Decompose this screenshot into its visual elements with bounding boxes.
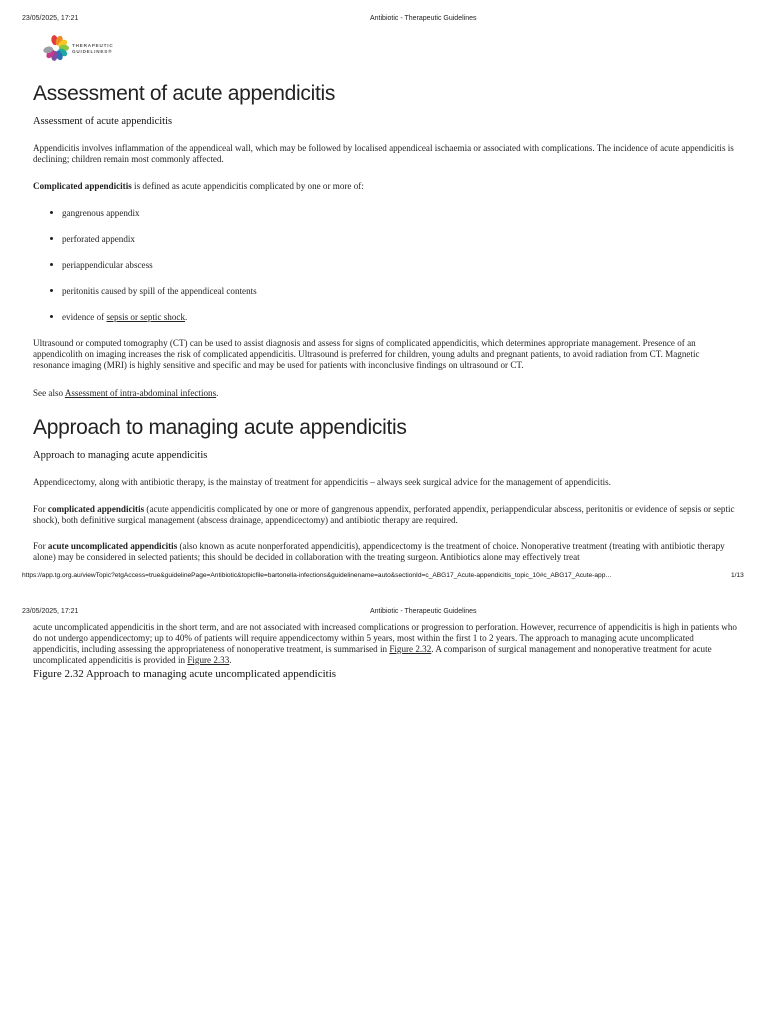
bullet-icon <box>50 315 53 318</box>
footer-url: https://app.tg.org.au/viewTopic?etgAccess=true&guidelinePage=Antibiotic&topicfile=bartonella-infections&guidelinename=auto&sectionId=c_ABG17_Acute-appendicitis_topic_10#c_ABG17_Acute-app… <box>22 572 612 579</box>
print-title: Antibiotic - Therapeutic Guidelines <box>370 15 477 22</box>
page-number: 1/13 <box>731 572 744 579</box>
therapeutic-guidelines-logo[interactable] <box>42 33 122 63</box>
bullet-icon <box>50 263 53 266</box>
approach-paragraph-3: For acute uncomplicated appendicitis (also known as acute nonperforated appendicitis), appendicectomy is the treatment of choice. Nonoperative treatment (treating with antibiotic therapy alone) may be considered in selected patients; this should be decided in collaboration with the treating surgeon. Antibiotics alone may effectively treat <box>33 541 725 562</box>
intro-paragraph: Appendicitis involves inflammation of the appendiceal wall, which may be followed by localised appendiceal ischaemia or associated with complications. The incidence of acute appendicitis is declining; children remain most commonly affected. <box>33 143 734 164</box>
section-heading-assessment: Assessment of acute appendicitis <box>33 82 336 105</box>
section-heading-approach: Approach to managing acute appendicitis <box>33 416 407 439</box>
complicated-term: Complicated appendicitis <box>33 181 132 191</box>
figure-2-33-link[interactable]: Figure 2.33 <box>187 655 230 665</box>
intra-abdominal-link[interactable]: Assessment of intra-abdominal infections <box>64 388 217 398</box>
imaging-paragraph: Ultrasound or computed tomography (CT) can be used to assist diagnosis and assess for signs of complicated appendicitis, which determines appropriate management. Presence of an appendicolith on imaging increases the risk of complicated appendicitis. Ultrasound is preferred for children, young adults and pregnant patients, to avoid radiation from CT. Magnetic resonance imaging (MRI) is highly sensitive and specific and may be used for patients with inconclusive findings on ultrasound or CT. <box>33 338 700 370</box>
bullet-icon <box>50 289 53 292</box>
logo-line1: THERAPEUTIC <box>72 43 114 48</box>
continuation-paragraph: acute uncomplicated appendicitis in the short term, and are not associated with increased complications or progression to perforation. However, recurrence of appendicitis is high in patients who do not undergo appendicectomy; up to 40% of patients will require appendicectomy within 5 years, most within the first 1 to 2 years. The approach to managing acute uncomplicated appendicitis, including assessing the appropriateness of nonoperative treatment, is summarised in Figure 2.32. A comparison of surgical management and nonoperative treatment for acute uncomplicated appendicitis is provided in Figure 2.33. <box>33 622 737 665</box>
logo-icon <box>42 33 72 63</box>
figure-2-32-link[interactable]: Figure 2.32 <box>389 644 432 654</box>
complicated-definition <box>33 181 738 192</box>
page-1: 23/05/2025, 17:21 Antibiotic - Therapeutic Guidelines THERAPEUTIC GUIDELINES® Assessment of acute appendicitis Assessment of acute appendicitis Appendicitis involves inflammation of the appendiceal wall, which may be followed by localised appendiceal ischaemia or associated with complications. The incidence of acute appendicitis is declining; children remain most commonly affected. Complicated appendicitis is defined as acute appendicitis complicated by one or more of: gangrenous appendix perforated appendix periappendicular abscess peritonitis caused by spill of the appendiceal contents evidence of sepsis or septic shock. Ultrasound or computed tomography (CT) can be used to assist diagnosis and assess for signs of complicated appendicitis, which determines appropriate management. Presence of an appendicolith on imaging increases the risk of complicated appendicitis. Ultrasound is preferred for children, young adults and pregnant patients, to avoid radiation from CT. Magnetic resonance imaging (MRI) is highly sensitive and specific and may be used for patients with inconclusive findings on ultrasound or CT. See also Assessment of intra-abdominal infections. Approach to managing acute appendicitis Approach to managing acute appendicitis Appendicectomy, along with antibiotic therapy, is the mainstay of treatment for appendicitis – always seek surgical advice for the management of appendicitis. For complicated appendicitis (acute appendicitis complicated by one or more of gangrenous appendix, perforated appendix, periappendicular abscess, peritonitis or evidence of sepsis or septic shock), both definitive surgical management (abscess drainage, appendicectomy) and antibiotic therapy are required. For acute uncomplicated appendicitis (also known as acute nonperforated appendicitis), appendicectomy is the treatment of choice. Nonoperative treatment (treating with antibiotic therapy alone) may be considered in selected patients; this should be decided in collaboration with the treating surgeon. Antibiotics alone may effectively treat https://app.tg.org.au/viewTopic?etgAccess=true&guidelinePage=Antibiotic&topicfile=bartonella-infections&guidelinename=auto&sectionId=c_ABG17_Acute-appendicitis_topic_10#c_ABG17_Acute-app… 1/13 <box>22 15 744 579</box>
section-subheading-approach: Approach to managing acute appendicitis <box>33 450 208 461</box>
print-datetime-p2: 23/05/2025, 17:21 <box>22 608 79 615</box>
complicated-definition-text: is defined as acute appendicitis complicated by one or more of: <box>131 181 364 191</box>
see-also: See also Assessment of intra-abdominal infections. <box>33 388 219 398</box>
section-subheading-assessment: Assessment of acute appendicitis <box>33 116 173 127</box>
logo-line2: GUIDELINES® <box>72 49 113 54</box>
approach-paragraph-1: Appendicectomy, along with antibiotic therapy, is the mainstay of treatment for appendicitis – always seek surgical advice for the management of appendicitis. <box>33 477 611 487</box>
approach-paragraph-2: For complicated appendicitis (acute appendicitis complicated by one or more of gangrenous appendix, perforated appendix, periappendicular abscess, peritonitis or evidence of sepsis or septic shock), both definitive surgical management (abscess drainage, appendicectomy) and antibiotic therapy are required. <box>33 504 735 525</box>
bullet-icon <box>50 211 53 214</box>
figure-caption: Figure 2.32 Approach to managing acute uncomplicated appendicitis <box>33 668 337 680</box>
sepsis-link[interactable]: sepsis or septic shock <box>106 312 185 322</box>
print-datetime: 23/05/2025, 17:21 <box>22 15 79 22</box>
bullet-icon <box>50 237 53 240</box>
print-title-p2: Antibiotic - Therapeutic Guidelines <box>370 608 477 615</box>
